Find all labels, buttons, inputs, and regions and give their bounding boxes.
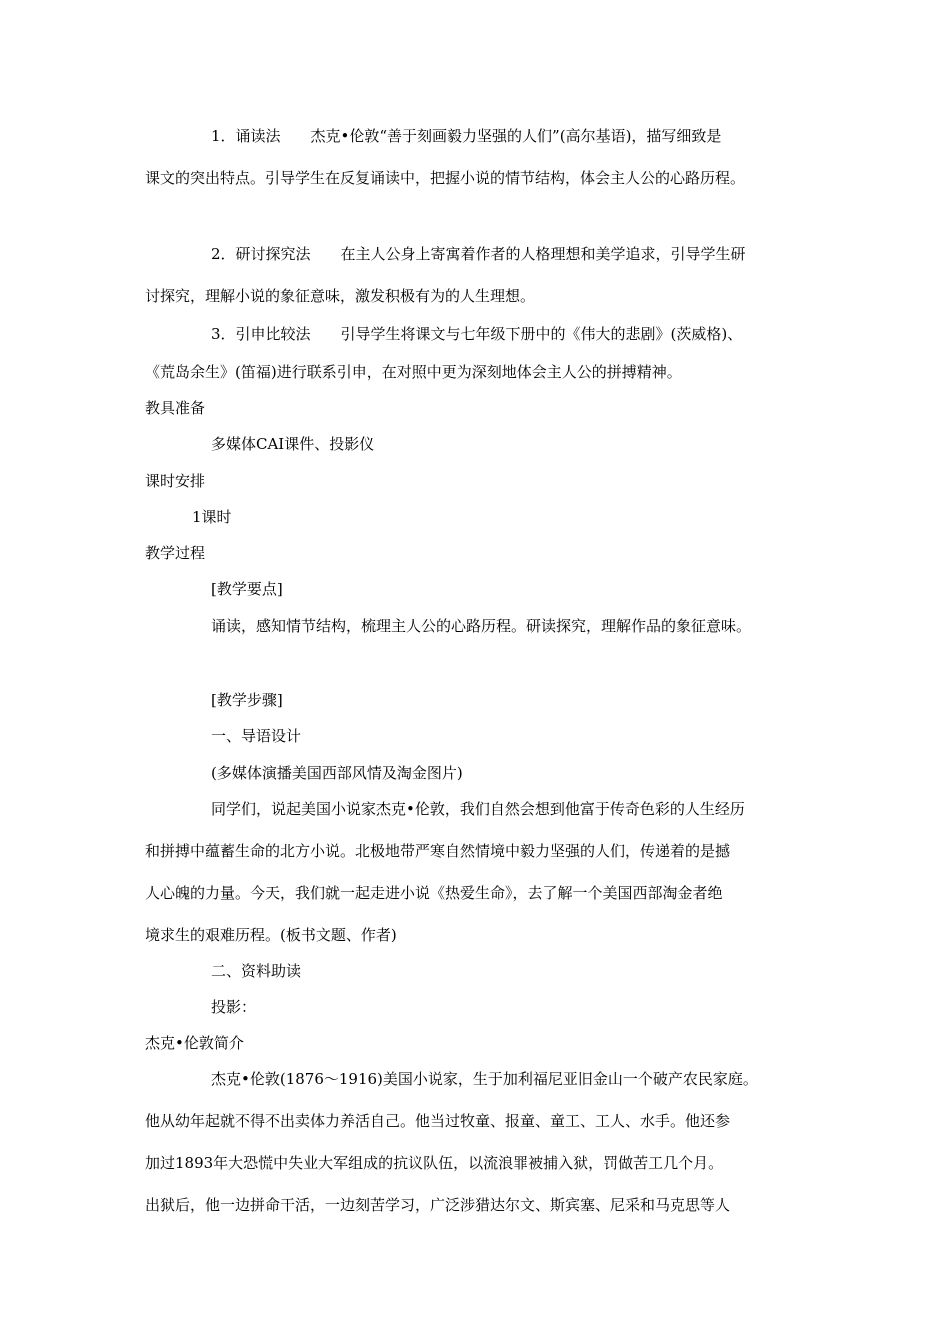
materials-text: 多媒体CAI课件、投影仪 — [211, 435, 375, 453]
bio-line-4: 出狱后，他一边拼命干活，一边刻苦学习，广泛涉猎达尔文、斯宾塞、尼采和马克思等人 — [145, 1196, 731, 1214]
schedule-text: 1课时 — [192, 508, 232, 526]
method-2-line-2: 讨探究，理解小说的象征意味，激发积极有为的人生理想。 — [145, 287, 536, 305]
bio-line-2: 他从幼年起就不得不出卖体力养活自己。他当过牧童、报童、童工、工人、水手。他还参 — [145, 1112, 731, 1130]
intro-line-2: 和拼搏中蕴蓄生命的北方小说。北极地带严寒自然情境中毅力坚强的人们，传递着的是撼 — [145, 842, 731, 860]
section-heading-materials: 教具准备 — [145, 399, 206, 417]
subheading-key-points: [教学要点] — [211, 580, 283, 598]
step-2-heading: 二、资料助读 — [211, 962, 302, 980]
bio-line-3: 加过1893年大恐慌中失业大军组成的抗议队伍，以流浪罪被捕入狱，罚做苦工几个月。 — [145, 1154, 724, 1172]
section-heading-schedule: 课时安排 — [145, 472, 206, 490]
key-points-text: 诵读，感知情节结构，梳理主人公的心路历程。研读探究，理解作品的象征意味。 — [211, 617, 752, 635]
step-1-media-note: (多媒体演播美国西部风情及淘金图片) — [211, 764, 463, 782]
bio-line-1: 杰克•伦敦(1876～1916)美国小说家，生于加利福尼亚旧金山一个破产农民家庭。 — [211, 1070, 758, 1088]
method-3-line-2: 《荒岛余生》(笛福)进行联系引申，在对照中更为深刻地体会主人公的拼搏精神。 — [145, 363, 682, 381]
intro-line-3: 人心魄的力量。今天，我们就一起走进小说《热爱生命》，去了解一个美国西部淘金者绝 — [145, 884, 723, 902]
method-1-line-2: 课文的突出特点。引导学生在反复诵读中，把握小说的情节结构，体会主人公的心路历程。 — [145, 169, 746, 187]
intro-line-1: 同学们，说起美国小说家杰克•伦敦，我们自然会想到他富于传奇色彩的人生经历 — [211, 800, 745, 818]
subheading-steps: [教学步骤] — [211, 691, 283, 709]
method-2-line-1: 2．研讨探究法 在主人公身上寄寓着作者的人格理想和美学追求，引导学生研 — [211, 245, 746, 263]
intro-line-4: 境求生的艰难历程。(板书文题、作者) — [145, 926, 397, 944]
method-3-line-1: 3．引申比较法 引导学生将课文与七年级下册中的《伟大的悲剧》(茨威格)、 — [211, 325, 743, 343]
method-1-line-1: 1．诵读法 杰克•伦敦“善于刻画毅力坚强的人们”(高尔基语)，描写细致是 — [211, 127, 722, 145]
projection-label: 投影： — [211, 998, 257, 1016]
bio-heading: 杰克•伦敦简介 — [145, 1034, 244, 1052]
step-1-heading: 一、导语设计 — [211, 727, 302, 745]
section-heading-process: 教学过程 — [145, 544, 206, 562]
